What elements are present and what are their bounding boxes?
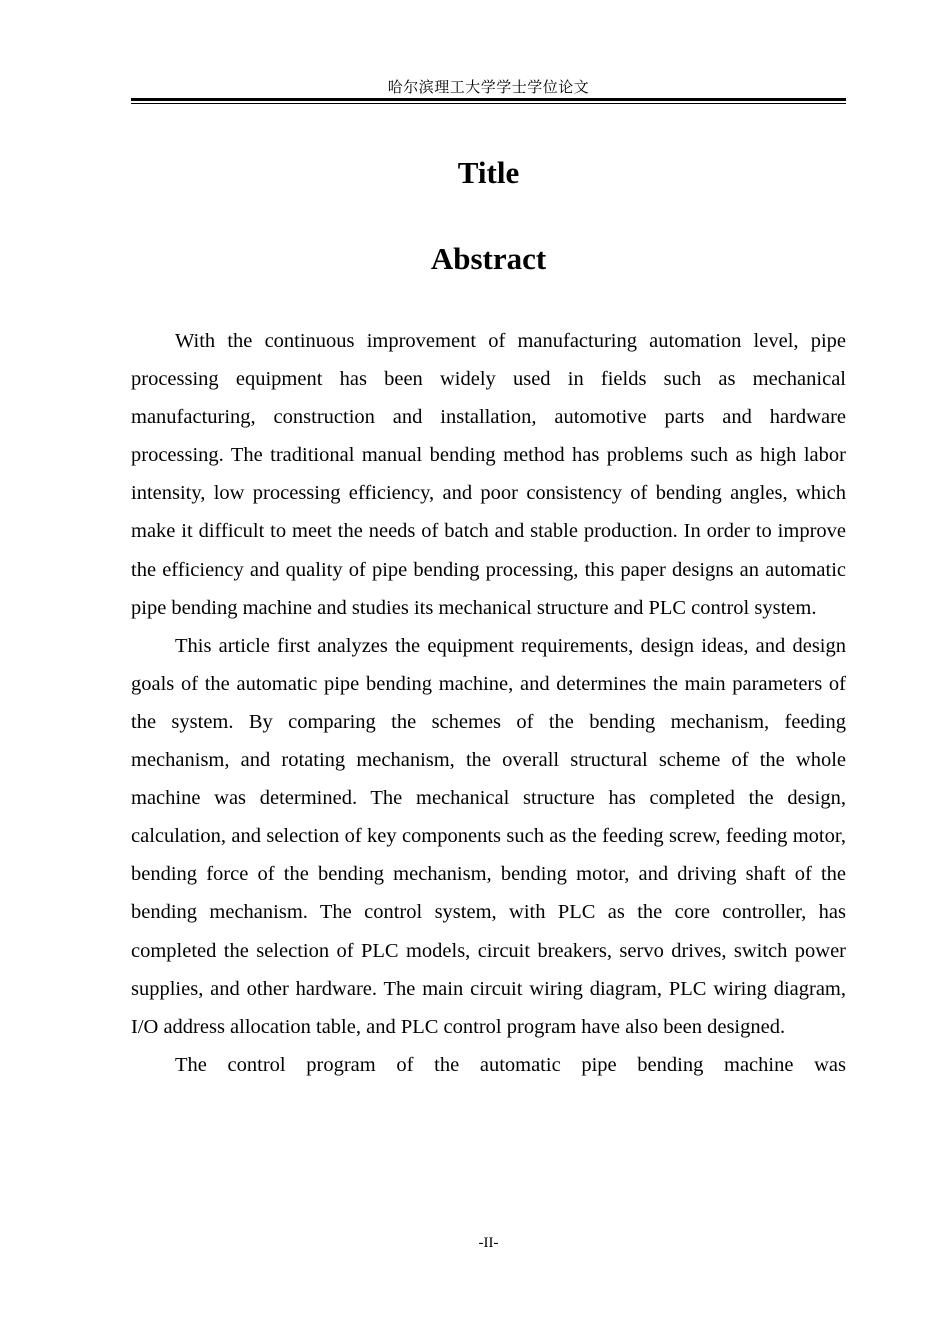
abstract-body [131,322,846,1084]
abstract-paragraph-1: With the continuous improvement of manufacturing automation level, pipe processing equipment has been widely used in fields such as mechanical manufacturing, construction and installation, automotive parts and hardware processing. The traditional manual bending method has problems such as high labor intensity, low processing efficiency, and poor consistency of bending angles, which make it difficult to meet the needs of batch and stable production. In order to improve the efficiency and quality of pipe bending processing, this paper designs an automatic pipe bending machine and studies its mechanical structure and PLC control system. [131,330,846,619]
abstract-paragraph-2: This article first analyzes the equipment requirements, design ideas, and design goals of the automatic pipe bending machine, and determines the main parameters of the system. By comparing the schemes of the bending mechanism, feeding mechanism, and rotating mechanism, the overall structural scheme of the whole machine was determined. The mechanical structure has completed the design, calculation, and selection of key components such as the feeding screw, feeding motor, bending force of the bending mechanism, bending motor, and driving shaft of the bending mechanism. The control system, with PLC as the core controller, has completed the selection of PLC models, circuit breakers, servo drives, switch power supplies, and other hardware. The main circuit wiring diagram, PLC wiring diagram, I/O address allocation table, and PLC control program have also been designed. [131,634,846,1038]
running-header: 哈尔滨理工大学学士学位论文 [387,80,590,96]
document-title: Title [457,155,520,190]
page-number: -II- [478,1235,499,1251]
abstract-heading: Abstract [430,241,547,276]
abstract-paragraph-3: The control program of the automatic pipe bending machine was [175,1053,846,1076]
header-rule [131,98,846,104]
